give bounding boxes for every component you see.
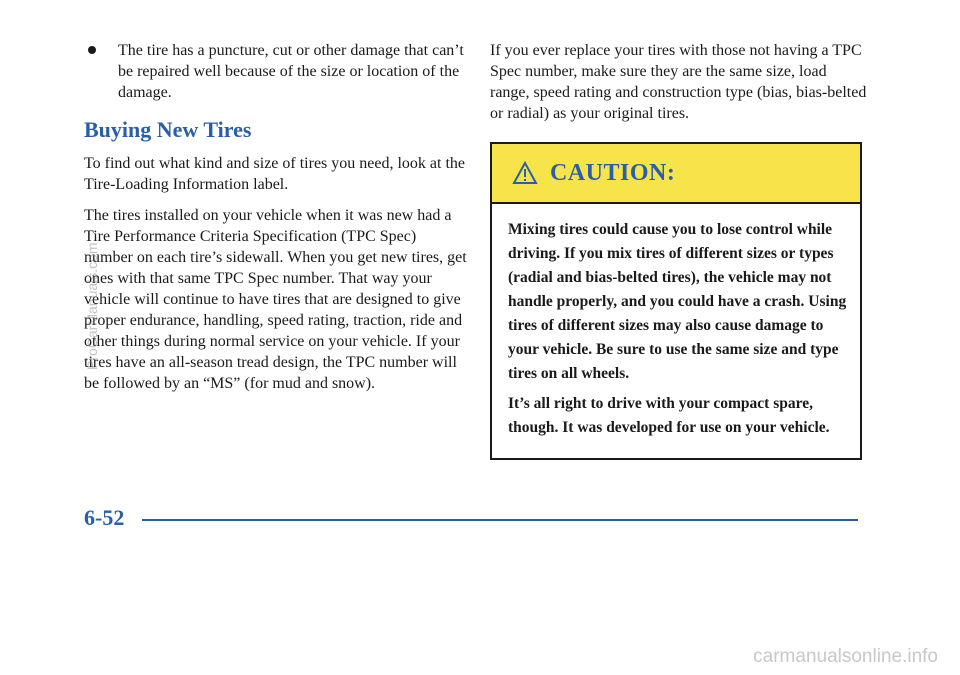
bullet-text: The tire has a puncture, cut or other damage that can’t be repaired well because of the size or location of the damage. <box>118 42 464 101</box>
caution-box <box>490 142 862 460</box>
caution-header <box>492 144 860 204</box>
caution-paragraph-mixing: Mixing tires could cause you to lose control while driving. If you mix tires of different sizes or types (radial and bias-belted tires), the vehicle may not handle properly, and you could have a crash. Using tires of different sizes may also cause damage to your vehicle. Be sure to use the same size and type tires on all wheels. <box>508 221 847 382</box>
warning-triangle-icon <box>512 161 538 185</box>
footer-rule <box>142 519 858 521</box>
side-watermark: ProCarManuals.com <box>84 242 100 370</box>
bottom-watermark: carmanualsonline.info <box>753 646 938 667</box>
section-heading: Buying New Tires <box>84 117 252 142</box>
paragraph-tpc-spec: The tires installed on your vehicle when it was new had a Tire Performance Criteria Specification (TPC Spec) number on each tire’s sidewall. When you get new tires, get ones with that same TPC Spec number. That way your vehicle will continue to have tires that are designed to give proper endurance, handling, speed rating, traction, ride and other things during normal service on your vehicle. If your tires have an all-season tread design, the TPC number will be followed by an “MS” (for mud and snow). <box>84 207 467 392</box>
left-column <box>84 40 469 404</box>
paragraph-replace-tires: If you ever replace your tires with those not having a TPC Spec number, make sure they are the same size, load range, speed rating and construction type (bias, bias-belted or radial) as your original tires. <box>490 42 867 122</box>
caution-body <box>492 204 860 458</box>
caution-title: CAUTION: <box>550 159 676 186</box>
page-number: 6-52 <box>84 505 125 530</box>
right-column <box>490 40 870 460</box>
paragraph-tire-label: To find out what kind and size of tires you need, look at the Tire-Loading Information label. <box>84 155 466 193</box>
bullet-dot-icon <box>88 46 96 54</box>
caution-paragraph-spare: It’s all right to drive with your compact spare, though. It was developed for use on your vehicle. <box>508 395 830 436</box>
bullet-item <box>84 40 469 103</box>
